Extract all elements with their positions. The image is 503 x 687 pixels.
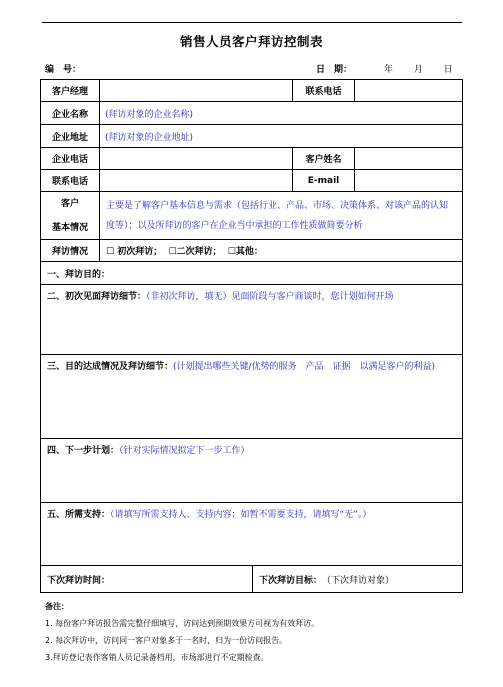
- top-rule: [42, 22, 462, 23]
- company-name-field[interactable]: (拜访对象的企业名称): [105, 109, 194, 120]
- row-next-plan: [41, 439, 462, 503]
- row-support-needed: [41, 503, 462, 566]
- row-goal-achievement: [41, 355, 462, 439]
- visit-status-label: 拜访情况: [41, 240, 100, 261]
- contact-phone2-field[interactable]: [100, 170, 293, 191]
- company-name-label: 企业名称: [41, 102, 100, 124]
- visit-control-table: [40, 79, 463, 593]
- row-contact-email: [41, 170, 462, 192]
- number-label: 编 号：: [45, 65, 82, 75]
- section-support-needed[interactable]: [47, 507, 456, 523]
- notes-heading: 备注：: [45, 602, 69, 611]
- next-visit-target[interactable]: [253, 566, 462, 592]
- date-label: 日 期：: [316, 65, 353, 75]
- support-needed-hint: （请填写所需支持人、支持内容；如暂不需要支持，请填写“无”。）: [110, 510, 372, 520]
- next-visit-time[interactable]: 下次拜访时间：: [41, 566, 253, 592]
- visit-status-options[interactable]: ☐ 初次拜访； ☐二次拜访； ☐其他：: [106, 247, 263, 257]
- section-visit-purpose[interactable]: 一、拜访目的：: [47, 269, 111, 280]
- contact-phone2-label: 联系电话: [41, 170, 100, 191]
- row-company-name: [41, 102, 462, 125]
- contact-phone-field[interactable]: [355, 80, 462, 101]
- first-meeting-label: 二、初次见面拜访细节：: [47, 292, 147, 302]
- next-visit-target-label: 下次拜访目标：: [259, 575, 323, 586]
- support-needed-label: 五、所需支持：: [47, 510, 111, 520]
- note-item: 1. 每份客户拜访报告需完整仔细填写，访问达到预期效果方可视为有效拜访。: [45, 619, 320, 628]
- next-visit-target-hint: （下次拜访对象）: [322, 575, 395, 586]
- goal-achievement-hint: (计划提出哪些关键/优势的服务 产品 证据 以满足客户的利益): [173, 362, 436, 372]
- note-item: 2. 每次拜访中，访问同一客户对象多于一名时，归为一份访问报告。: [45, 636, 288, 645]
- company-phone-field[interactable]: [100, 148, 293, 169]
- next-plan-hint: （针对实际情况拟定下一步工作）: [119, 446, 250, 456]
- row-visit-purpose: [41, 262, 462, 285]
- page-title: 销售人员客户拜访控制表: [179, 34, 323, 49]
- next-plan-label: 四、下一步计划：: [47, 446, 120, 456]
- row-first-meeting: [41, 285, 462, 355]
- goal-achievement-label: 三、目的达成情况及拜访细节：: [47, 362, 174, 372]
- basic-info-label-line1: 客户: [60, 198, 79, 209]
- basic-info-label: [41, 192, 100, 239]
- customer-manager-label: 客户经理: [41, 80, 100, 101]
- company-phone-label: 企业电话: [41, 148, 100, 169]
- section-first-meeting[interactable]: [47, 289, 456, 305]
- row-visit-status: [41, 240, 462, 262]
- contact-phone-label: 联系电话: [293, 80, 355, 101]
- company-address-label: 企业地址: [41, 125, 100, 147]
- customer-manager-field[interactable]: [100, 80, 293, 101]
- company-address-field[interactable]: (拜访对象的企业地址): [105, 132, 194, 143]
- notes-section: [45, 598, 465, 666]
- note-item: 3.拜访登记表作客销人员记录备档用，市场部进行不定期检查。: [45, 653, 269, 662]
- customer-name-label: 客户姓名: [293, 148, 355, 169]
- customer-name-field[interactable]: [355, 148, 462, 169]
- email-field[interactable]: [355, 170, 462, 191]
- basic-info-field[interactable]: 主要是了解客户基本信息与需求（包括行业、产品、市场、决策体系、对该产品的认知度等）；以及所拜访的客户在企业当中承担的工作性质做简要分析: [106, 201, 449, 231]
- row-company-address: [41, 125, 462, 148]
- row-company-phone: [41, 148, 462, 170]
- email-label: E-mail: [293, 170, 355, 191]
- basic-info-label-line2: 基本情况: [51, 222, 88, 233]
- row-customer-manager: [41, 80, 462, 102]
- first-meeting-hint: （非初次拜访，填无）见面阶段与客户商谈时，您计划如何开场: [146, 292, 394, 302]
- row-next-visit: [41, 566, 462, 592]
- section-goal-achievement[interactable]: [47, 359, 456, 375]
- row-basic-info: [41, 192, 462, 240]
- section-next-plan[interactable]: [47, 443, 456, 459]
- date-parts: 年 月 日: [384, 65, 453, 75]
